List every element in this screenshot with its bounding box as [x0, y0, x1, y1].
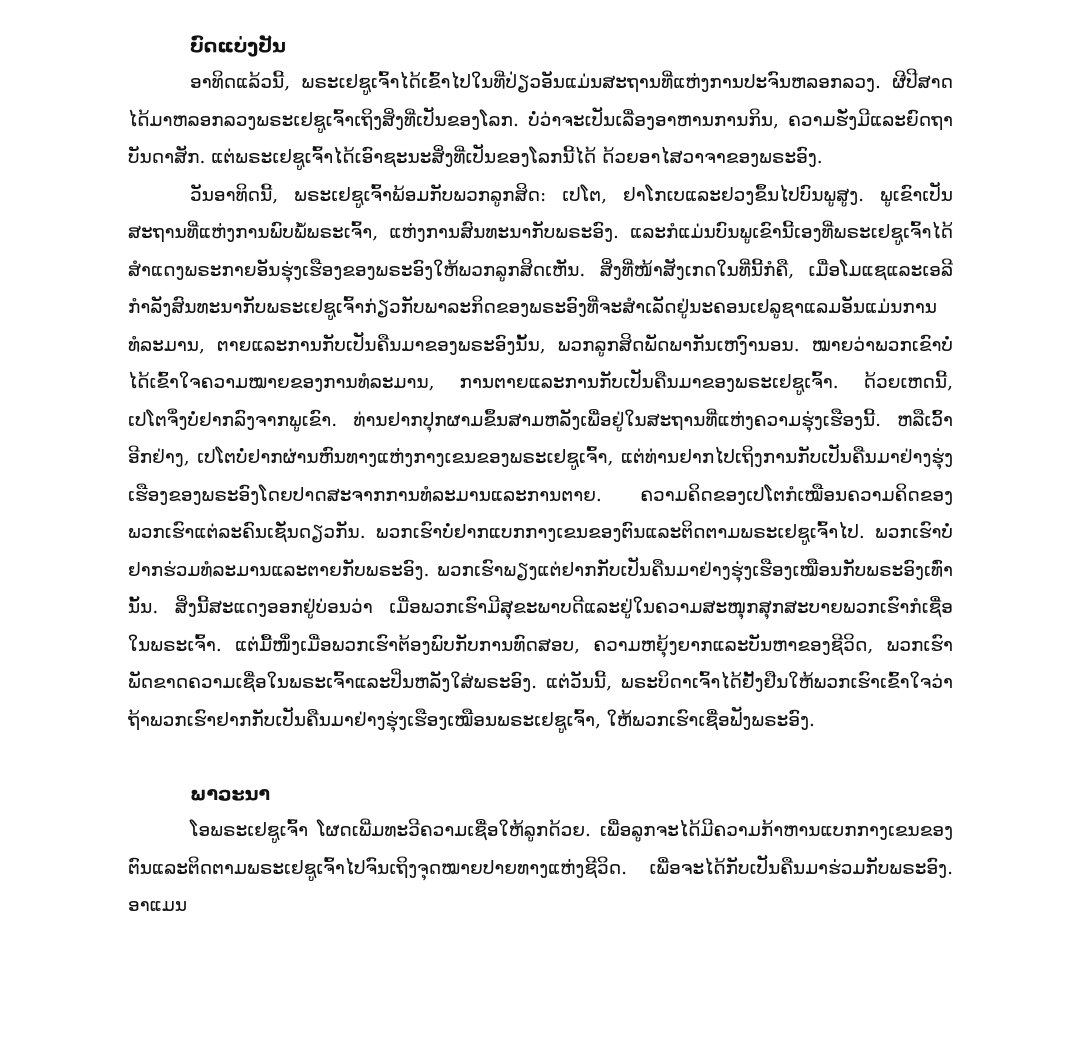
reflection-paragraph-1: ອາທິດແລ້ວນີ້, ພຣະເຢຊູເຈົ້າໄດ້ເຂົ້າໄປໃນທີ່ປ່ຽວອັນແມ່ນສະຖານທີ່ແຫ່ງການປະຈົນຫລອກລວງ. ຜີປີສາດໄດ້ມາຫລອກລວງພຣະເຢຊູເຈົ້າເຖິງສິ່ງທີ່ເປັນຂອງໂລກ. ບໍ່ວ່າຈະເປັນເລື່ອງອາຫານການກິນ, ຄວາມຮັ່ງມີແລະຍົດຖາບັນດາສັກ. ແຕ່ພຣະເຢຊູເຈົ້າໄດ້ເອົາຊະນະສິ່ງທີ່ເປັນຂອງໂລກນີ້ໄດ້ ດ້ວຍອາໄສວາຈາຂອງພຣະອົງ.: [128, 72, 953, 168]
prayer-paragraph: ໂອພຣະເຢຊູເຈົ້າ ໂຜດເພີ່ມທະວີຄວາມເຊື່ອໃຫ້ລູກດ້ວຍ. ເພື່ອລູກຈະໄດ້ມີຄວາມກ້າຫານແບກກາງເຂນຂອງຕົນແລະຕິດຕາມພຣະເຢຊູເຈົ້າໄປຈົນເຖິງຈຸດໝາຍປາຍທາງແຫ່ງຊີວິດ. ເພື່ອຈະໄດ້ກັບເປັນຄືນມາຮ່ວມກັບພຣະອົງ. ອາແມນ: [128, 820, 953, 916]
reflection-paragraph-2: ວັນອາທິດນີ້, ພຣະເຢຊູເຈົ້າພ້ອມກັບພວກລູກສິດ: ເປໂຕ, ຢາໂກເບແລະຢວງຂຶ້ນໄປບົນພູສູງ. ພູເຂົາເປັນສະຖານທີ່ແຫ່ງການພົບພໍ້ພຣະເຈົ້າ, ແຫ່ງການສົນທະນາກັບພຣະອົງ. ແລະກໍແມ່ນບົນພູເຂົານີ້ເອງທີ່ພຣະເຢຊູເຈົ້າໄດ້ສຳແດງພຣະກາຍອັນຮຸ່ງເຮືອງຂອງພຣະອົງໃຫ້ພວກລູກສິດເຫັນ. ສິ່ງທີ່ໜ້າສັງເກດໃນທີ່ນີ້ກໍຄື, ເມື່ອໂມແຊແລະເອລີກຳລັງສົນທະນາກັບພຣະເຢຊູເຈົ້າກ່ຽວກັບພາລະກິດຂອງພຣະອົງທີ່ຈະສຳເລັດຢູ່ນະຄອນເຢລູຊາແລມອັນແມ່ນການທໍລະມານ, ຕາຍແລະການກັບເປັນຄືນມາຂອງພຣະອົງນັ້ນ, ພວກລູກສິດພັດພາກັນເຫງົານອນ. ໝາຍວ່າພວກເຂົາບໍ່ໄດ້ເຂົ້າໃຈຄວາມໝາຍຂອງການທໍລະມານ, ການຕາຍແລະການກັບເປັນຄືນມາຂອງພຣະເຢຊູເຈົ້າ. ດ້ວຍເຫດນີ້, ເປໂຕຈຶ່ງບໍ່ຢາກລົງຈາກພູເຂົາ. ທ່ານຢາກປຸກຜາມຂຶ້ນສາມຫລັງເພື່ອຢູ່ໃນສະຖານທີ່ແຫ່ງຄວາມຮຸ່ງເຮືອງນີ້. ຫລືເວົ້າອີກຢ່າງ, ເປໂຕບໍ່ຢາກຜ່ານຫົນທາງແຫ່ງກາງເຂນຂອງພຣະເຢຊູເຈົ້າ, ແຕ່ທ່ານຢາກໄປເຖິງການກັບເປັນຄືນມາຢ່າງຮຸ່ງເຮືອງຂອງພຣະອົງໂດຍປາດສະຈາກການທໍລະມານແລະການຕາຍ. ຄວາມຄິດຂອງເປໂຕກໍເໝືອນຄວາມຄິດຂອງພວກເຮົາແຕ່ລະຄົນເຊັ່ນດຽວກັນ. ພວກເຮົາບໍ່ຢາກແບກກາງເຂນຂອງຕົນແລະຕິດຕາມພຣະເຢຊູເຈົ້າໄປ. ພວກເຮົາບໍ່ຢາກຮ່ວມທໍລະມານແລະຕາຍກັບພຣະອົງ. ພວກເຮົາພຽງແຕ່ຢາກກັບເປັນຄືນມາຢ່າງຮຸ່ງເຮືອງເໝືອນກັບພຣະອົງເທົ່ານັ້ນ. ສິ່ງນີ້ສະແດງອອກຢູ່ບ່ອນວ່າ ເມື່ອພວກເຮົາມີສຸຂະພາບດີແລະຢູ່ໃນຄວາມສະໜຸກສຸກສະບາຍພວກເຮົາກໍເຊື່ອໃນພຣະເຈົ້າ. ແຕ່ມື້ໜຶ່ງເມື່ອພວກເຮົາຕ້ອງພົບກັບການທົດສອບ, ຄວາມຫຍຸ້ງຍາກແລະບັນຫາຂອງຊີວິດ, ພວກເຮົາພັດຂາດຄວາມເຊື່ອໃນພຣະເຈົ້າແລະປິ່ນຫລັງໃສ່ພຣະອົງ. ແຕ່ວັນນີ້, ພຣະບິດາເຈົ້າໄດ້ຢັ້ງຢືນໃຫ້ພວກເຮົາເຂົ້າໃຈວ່າ ຖ້າພວກເຮົາຢາກກັບເປັນຄືນມາຢ່າງຮຸ່ງເຮືອງເໝືອນພຣະເຢຊູເຈົ້າ, ໃຫ້ພວກເຮົາເຊື່ອຟັງພຣະອົງ.: [128, 184, 953, 731]
reflection-heading: ບົດແບ່ງປັນ: [190, 35, 286, 57]
prayer-heading: ພາວະນາ: [190, 783, 271, 805]
section-spacer: [128, 739, 953, 776]
